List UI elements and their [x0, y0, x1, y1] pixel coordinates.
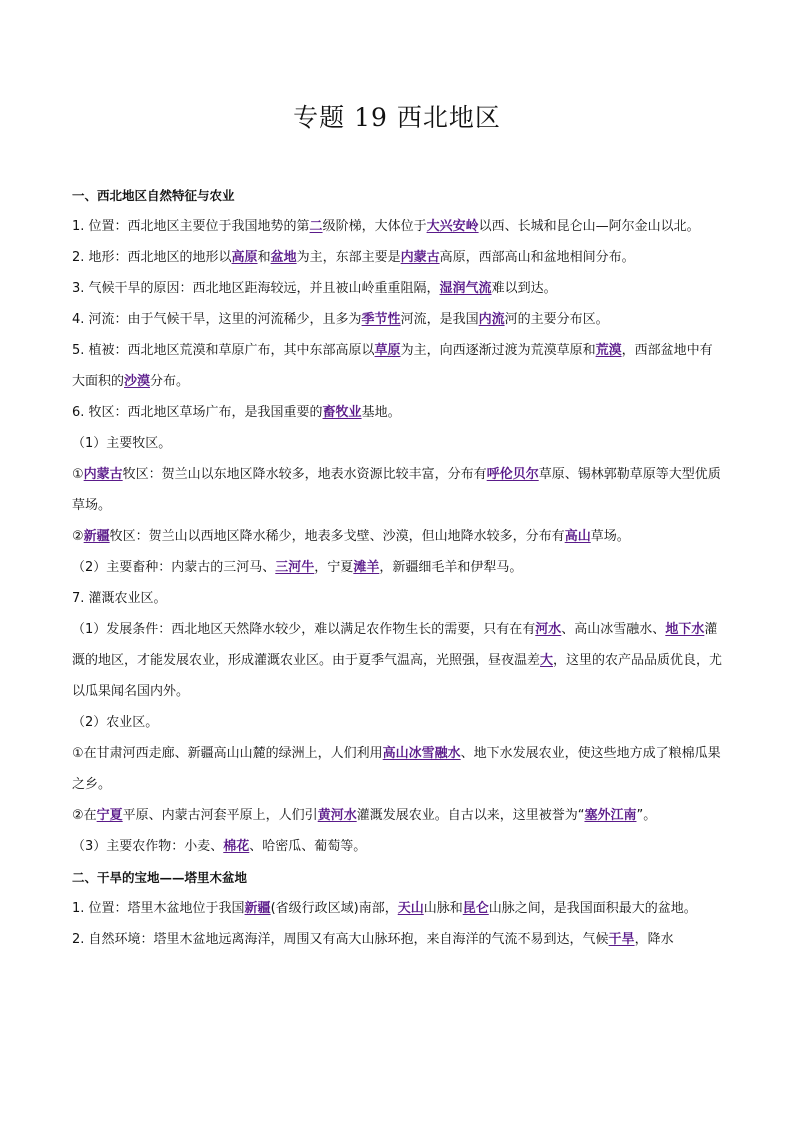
- paragraph: [72, 924, 724, 955]
- text-segment: 、高山冰雪融水、: [561, 622, 666, 637]
- text-segment: 为主，东部主要是: [296, 250, 401, 265]
- text-segment: ，降水: [634, 932, 674, 947]
- paragraph: [72, 397, 724, 428]
- text-segment: 1. 位置：西北地区主要位于我国地势的第: [72, 219, 310, 234]
- text-segment: 牧区：贺兰山以西地区降水稀少，地表多戈壁、沙漠，但山地降水较多，分布有: [109, 529, 565, 544]
- paragraph: [72, 211, 724, 242]
- text-segment: 山脉之间，是我国面积最大的盆地。: [488, 901, 697, 916]
- text-segment: 平原、内蒙古河套平原上，人们引: [122, 808, 318, 823]
- keyword-answer: 荒漠: [595, 343, 622, 358]
- document-body: [72, 180, 724, 955]
- keyword-answer: 大兴安岭: [426, 219, 479, 234]
- paragraph: [72, 273, 724, 304]
- paragraph: [72, 552, 724, 583]
- keyword-answer: 高山: [564, 529, 591, 544]
- text-segment: ②在: [72, 808, 97, 823]
- text-segment: 、哈密瓜、葡萄等。: [249, 839, 367, 854]
- paragraph: [72, 428, 724, 459]
- text-segment: 一、西北地区自然特征与农业: [72, 188, 235, 203]
- section-heading: [72, 862, 724, 893]
- paragraph: [72, 335, 724, 397]
- text-segment: 以西、长城和昆仑山—阿尔金山以北。: [478, 219, 700, 234]
- keyword-answer: 干旱: [608, 932, 635, 947]
- keyword-answer: 高原: [231, 250, 258, 265]
- keyword-answer: 内流: [478, 312, 505, 327]
- keyword-answer: 畜牧业: [322, 405, 362, 420]
- text-segment: 和: [257, 250, 271, 265]
- keyword-answer: 宁夏: [96, 808, 123, 823]
- keyword-answer: 河水: [535, 622, 562, 637]
- text-segment: （2）主要畜种：内蒙古的三河马、: [72, 560, 276, 575]
- keyword-answer: 三河牛: [275, 560, 315, 575]
- keyword-answer: 昆仑: [462, 901, 489, 916]
- keyword-answer: 大: [540, 653, 554, 668]
- text-segment: 级阶梯，大体位于: [322, 219, 427, 234]
- paragraph: [72, 800, 724, 831]
- text-segment: ①在甘肃河西走廊、新疆高山山麓的绿洲上，人们利用: [72, 746, 383, 761]
- text-segment: 河流，是我国: [400, 312, 479, 327]
- paragraph: [72, 707, 724, 738]
- keyword-answer: 二: [309, 219, 323, 234]
- text-segment: ①: [72, 467, 84, 482]
- text-segment: ，这里的农产品品质优良，尤以瓜果闻名国内外。: [72, 653, 723, 699]
- text-segment: 草原、锡林郭勒草原等大型优质草场。: [72, 467, 721, 513]
- keyword-answer: 塞外江南: [584, 808, 637, 823]
- keyword-answer: 沙漠: [124, 374, 151, 389]
- text-segment: 山脉和: [423, 901, 463, 916]
- text-segment: 灌溉发展农业。自古以来，这里被誉为“: [356, 808, 585, 823]
- text-segment: （1）主要牧区。: [72, 436, 172, 451]
- paragraph: [72, 242, 724, 273]
- keyword-answer: 滩羊: [353, 560, 380, 575]
- text-segment: 1. 位置：塔里木盆地位于我国: [72, 901, 245, 916]
- keyword-answer: 地下水: [665, 622, 705, 637]
- text-segment: (省级行政区域)南部，: [270, 901, 398, 916]
- text-segment: 基地。: [361, 405, 401, 420]
- keyword-answer: 新疆: [83, 529, 110, 544]
- text-segment: （2）农业区。: [72, 715, 159, 730]
- text-segment: 牧区：贺兰山以东地区降水较多，地表水资源比较丰富，分布有: [122, 467, 487, 482]
- keyword-answer: 盆地: [270, 250, 297, 265]
- paragraph: [72, 583, 724, 614]
- text-segment: 为主，向西逐渐过渡为荒漠草原和: [400, 343, 596, 358]
- keyword-answer: 呼伦贝尔: [486, 467, 539, 482]
- text-segment: ②: [72, 529, 84, 544]
- text-segment: 4. 河流：由于气候干旱，这里的河流稀少，且多为: [72, 312, 362, 327]
- text-segment: 草场。: [590, 529, 630, 544]
- keyword-answer: 棉花: [223, 839, 250, 854]
- paragraph: [72, 893, 724, 924]
- text-segment: 2. 地形：西北地区的地形以: [72, 250, 232, 265]
- paragraph: [72, 831, 724, 862]
- text-segment: 2. 自然环境：塔里木盆地远离海洋，周围又有高大山脉环抱，来自海洋的气流不易到达，气候: [72, 932, 609, 947]
- paragraph: [72, 614, 724, 707]
- text-segment: 、地下水发展农业，使这些地方成了粮棉瓜果之乡。: [72, 746, 721, 792]
- keyword-answer: 季节性: [361, 312, 401, 327]
- text-segment: 难以到达。: [491, 281, 557, 296]
- keyword-answer: 内蒙古: [400, 250, 440, 265]
- keyword-answer: 新疆: [244, 901, 271, 916]
- section-heading: [72, 180, 724, 211]
- text-segment: （1）发展条件：西北地区天然降水较少，难以满足农作物生长的需要，只有在有: [72, 622, 536, 637]
- text-segment: 高原，西部高山和盆地相间分布。: [439, 250, 635, 265]
- text-segment: 灌溉的地区，才能发展农业，形成灌溉农业区。由于夏季气温高，光照强，昼夜温差: [72, 622, 718, 668]
- keyword-answer: 高山冰雪融水: [382, 746, 461, 761]
- keyword-answer: 天山: [397, 901, 424, 916]
- keyword-answer: 湿润气流: [439, 281, 492, 296]
- text-segment: ”。: [636, 808, 657, 823]
- text-segment: ，宁夏: [314, 560, 354, 575]
- text-segment: ，西部盆地中有大面积的: [72, 343, 713, 389]
- text-segment: ，新疆细毛羊和伊犁马。: [379, 560, 523, 575]
- text-segment: 6. 牧区：西北地区草场广布，是我国重要的: [72, 405, 323, 420]
- keyword-answer: 黄河水: [317, 808, 357, 823]
- page-title: 专题 19 西北地区: [293, 103, 501, 132]
- text-segment: 河的主要分布区。: [504, 312, 609, 327]
- paragraph: [72, 304, 724, 335]
- text-segment: 5. 植被：西北地区荒漠和草原广布，其中东部高原以: [72, 343, 375, 358]
- text-segment: 7. 灌溉农业区。: [72, 591, 167, 606]
- paragraph: [72, 459, 724, 521]
- text-segment: 二、干旱的宝地——塔里木盆地: [72, 870, 248, 885]
- paragraph: [72, 521, 724, 552]
- keyword-answer: 内蒙古: [83, 467, 123, 482]
- text-segment: 3. 气候干旱的原因：西北地区距海较远，并且被山岭重重阻隔，: [72, 281, 440, 296]
- keyword-answer: 草原: [374, 343, 401, 358]
- text-segment: 分布。: [150, 374, 190, 389]
- text-segment: （3）主要农作物：小麦、: [72, 839, 224, 854]
- paragraph: [72, 738, 724, 800]
